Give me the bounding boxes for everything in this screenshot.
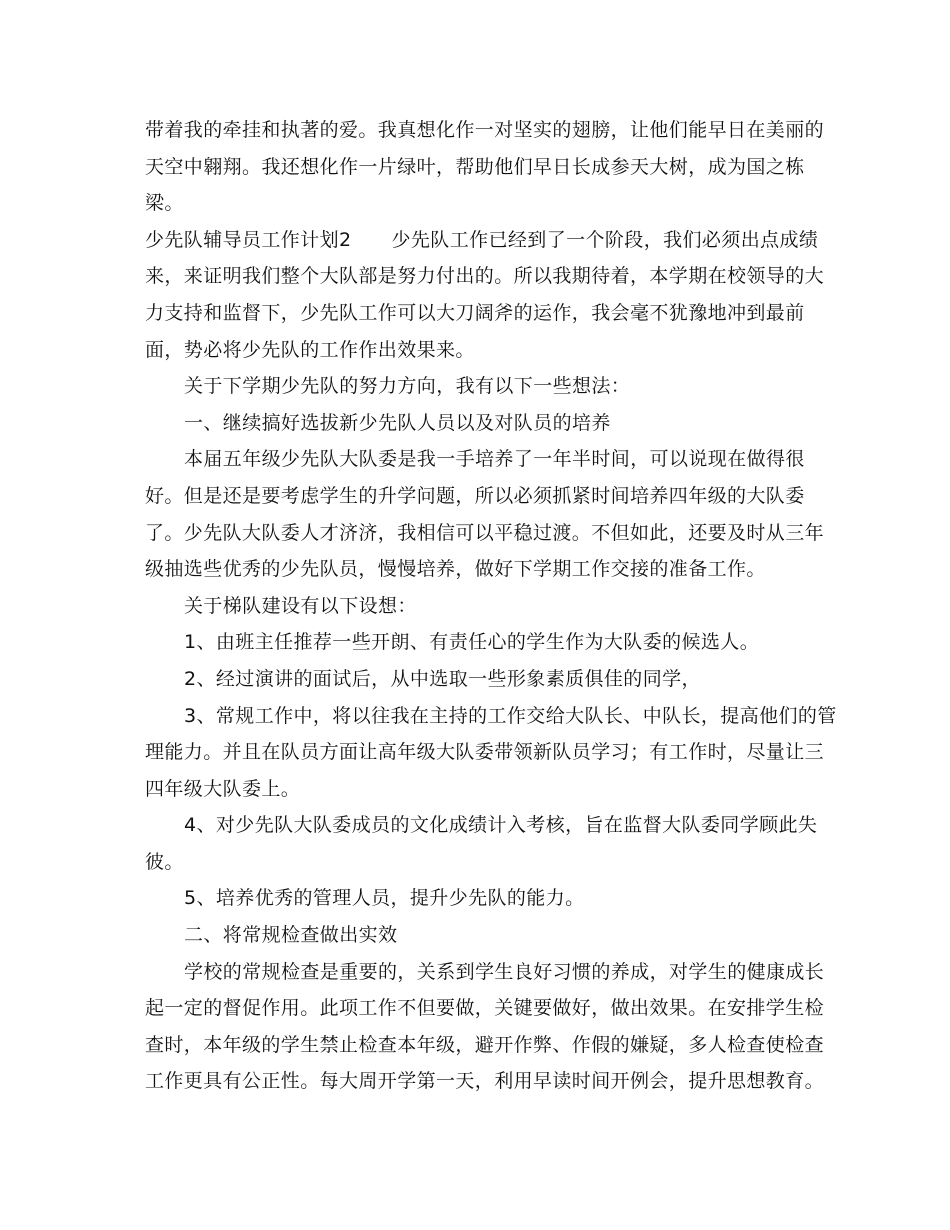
paragraph-line: 力支持和监督下，少先队工作可以大刀阔斧的运作，我会毫不犹豫地冲到最前 [145, 301, 805, 324]
list-item-line: 2、经过演讲的面试后，从中选取一些形象素质俱佳的同学， [184, 667, 701, 690]
paragraph-line: 关于下学期少先队的努力方向，我有以下一些想法： [184, 375, 631, 398]
paragraph-text: 少先队工作已经到了一个阶段，我们必须出点成绩 [391, 228, 819, 251]
document-body [145, 112, 837, 1100]
paragraph-line: 起一定的督促作用。此项工作不但要做，关键要做好，做出效果。在安排学生检 [145, 997, 825, 1020]
paragraph-line: 本届五年级少先队大队委是我一手培养了一年半时间，可以说现在做得很 [184, 448, 805, 471]
paragraph-line: 查时，本年级的学生禁止检查本年级，避开作弊、作假的嫌疑，多人检查使检查 [145, 1033, 825, 1056]
paragraph-line: 带着我的牵挂和执著的爱。我真想化作一对坚实的翅膀，让他们能早日在美丽的 [145, 119, 825, 141]
paragraph-line: 面，势必将少先队的工作作出效果来。 [145, 338, 475, 361]
list-item-line: 4、对少先队大队委成员的文化成绩计入考核，旨在监督大队委同学顾此失 [184, 814, 818, 837]
paragraph-line: 梁。 [145, 192, 184, 215]
section-title-line [145, 222, 819, 259]
paragraph-line: 来，来证明我们整个大队部是努力付出的。所以我期待着，本学期在校领导的大 [145, 265, 825, 288]
paragraph-line: 好。但是还是要考虑学生的升学问题，所以必须抓紧时间培养四年级的大队委 [145, 484, 805, 507]
heading-line: 二、将常规检查做出实效 [184, 924, 398, 947]
paragraph-line: 彼。 [145, 850, 184, 873]
paragraph-line: 学校的常规检查是重要的，关系到学生良好习惯的养成，对学生的健康成长 [184, 960, 825, 983]
paragraph-line: 了。少先队大队委人才济济，我相信可以平稳过渡。不但如此，还要及时从三年 [145, 521, 825, 544]
paragraph-line: 四年级大队委上。 [145, 777, 301, 800]
list-item-line: 1、由班主任推荐一些开朗、有责任心的学生作为大队委的候选人。 [184, 631, 760, 654]
paragraph-line: 理能力。并且在队员方面让高年级大队委带领新队员学习；有工作时，尽量让三 [145, 741, 825, 764]
heading-line: 一、继续搞好选拔新少先队人员以及对队员的培养 [184, 411, 611, 434]
paragraph-line: 关于梯队建设有以下设想： [184, 594, 417, 617]
paragraph-line: 级抽选些优秀的少先队员，慢慢培养，做好下学期工作交接的准备工作。 [145, 558, 766, 581]
paragraph-line: 天空中翱翔。我还想化作一片绿叶，帮助他们早日长成参天大树，成为国之栋 [145, 155, 805, 178]
paragraph-line: 工作更具有公正性。每大周开学第一天，利用早读时间开例会，提升思想教育。 [145, 1070, 825, 1093]
list-item-line: 3、常规工作中，将以往我在主持的工作交给大队长、中队长，提高他们的管 [184, 704, 837, 727]
list-item-line: 5、培养优秀的管理人员，提升少先队的能力。 [184, 887, 585, 910]
section-title: 少先队辅导员工作计划2 [145, 228, 352, 251]
